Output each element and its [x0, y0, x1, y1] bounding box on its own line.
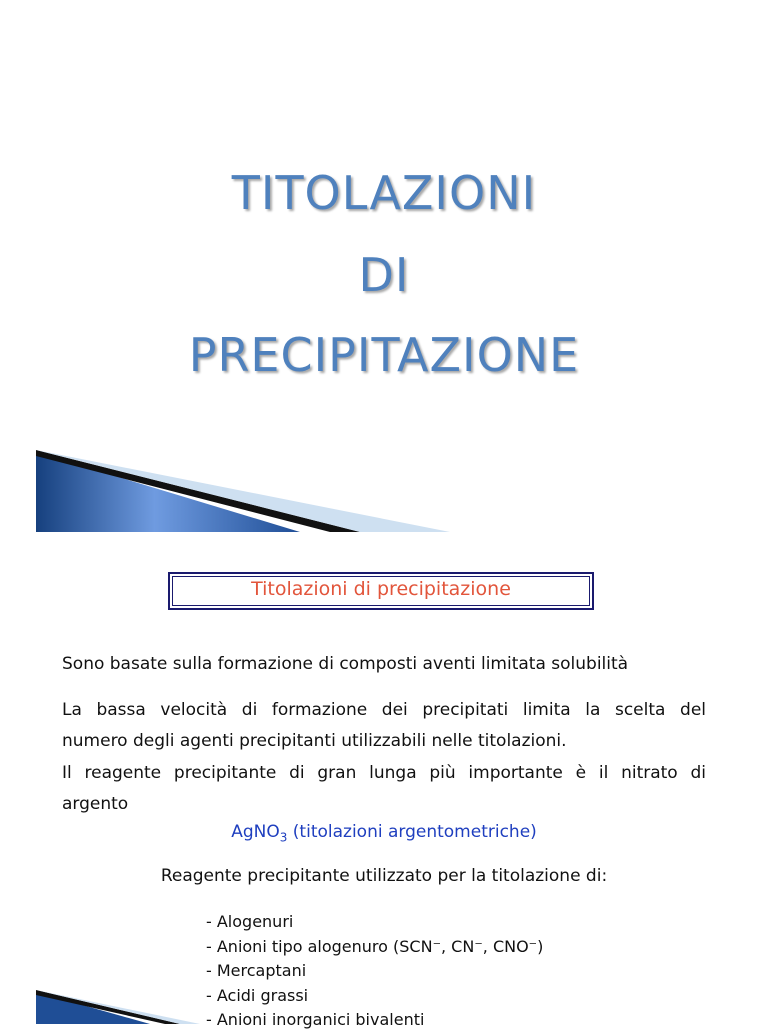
list-item: - Anioni tipo alogenuro (SCN⁻, CN⁻, CNO⁻) — [206, 936, 544, 956]
slide-2-title: Titolazioni di precipitazione — [251, 578, 511, 600]
reagent-intro: Reagente precipitante utilizzato per la titolazione di: — [160, 866, 608, 886]
list-item: - Acidi grassi — [206, 985, 309, 1005]
paragraph-2-line-2: numero degli agenti precipitanti utilizzabili nelle titolazioni. — [62, 731, 567, 751]
paragraph-3-line-1: Il reagente precipitante di gran lunga più importante è il nitrato di — [62, 763, 706, 783]
slide-2-title-box — [168, 572, 594, 610]
list-item: - Mercaptani — [206, 961, 307, 980]
list-item: - Alogenuri — [206, 912, 294, 931]
agno3-label: AgNO$_3$ (titolazioni argentometriche) — [231, 822, 537, 845]
titration-list — [206, 910, 543, 1033]
decorative-swoosh — [0, 450, 460, 534]
list-item: - Anioni inorganici bivalenti — [206, 1010, 425, 1029]
slide-title-line-2: DI — [358, 248, 410, 302]
paragraph-2-line-1: La bassa velocità di formazione dei precipitati limita la scelta del — [62, 700, 706, 720]
paragraph-1: Sono basate sulla formazione di composti aventi limitata solubilità — [62, 654, 629, 674]
slide-title-line-3: PRECIPITAZIONE — [188, 328, 580, 382]
slide-title-line-1: TITOLAZIONI — [231, 166, 537, 220]
paragraph-3-line-2: argento — [62, 794, 129, 814]
decorative-swoosh-bottom — [0, 990, 200, 1024]
